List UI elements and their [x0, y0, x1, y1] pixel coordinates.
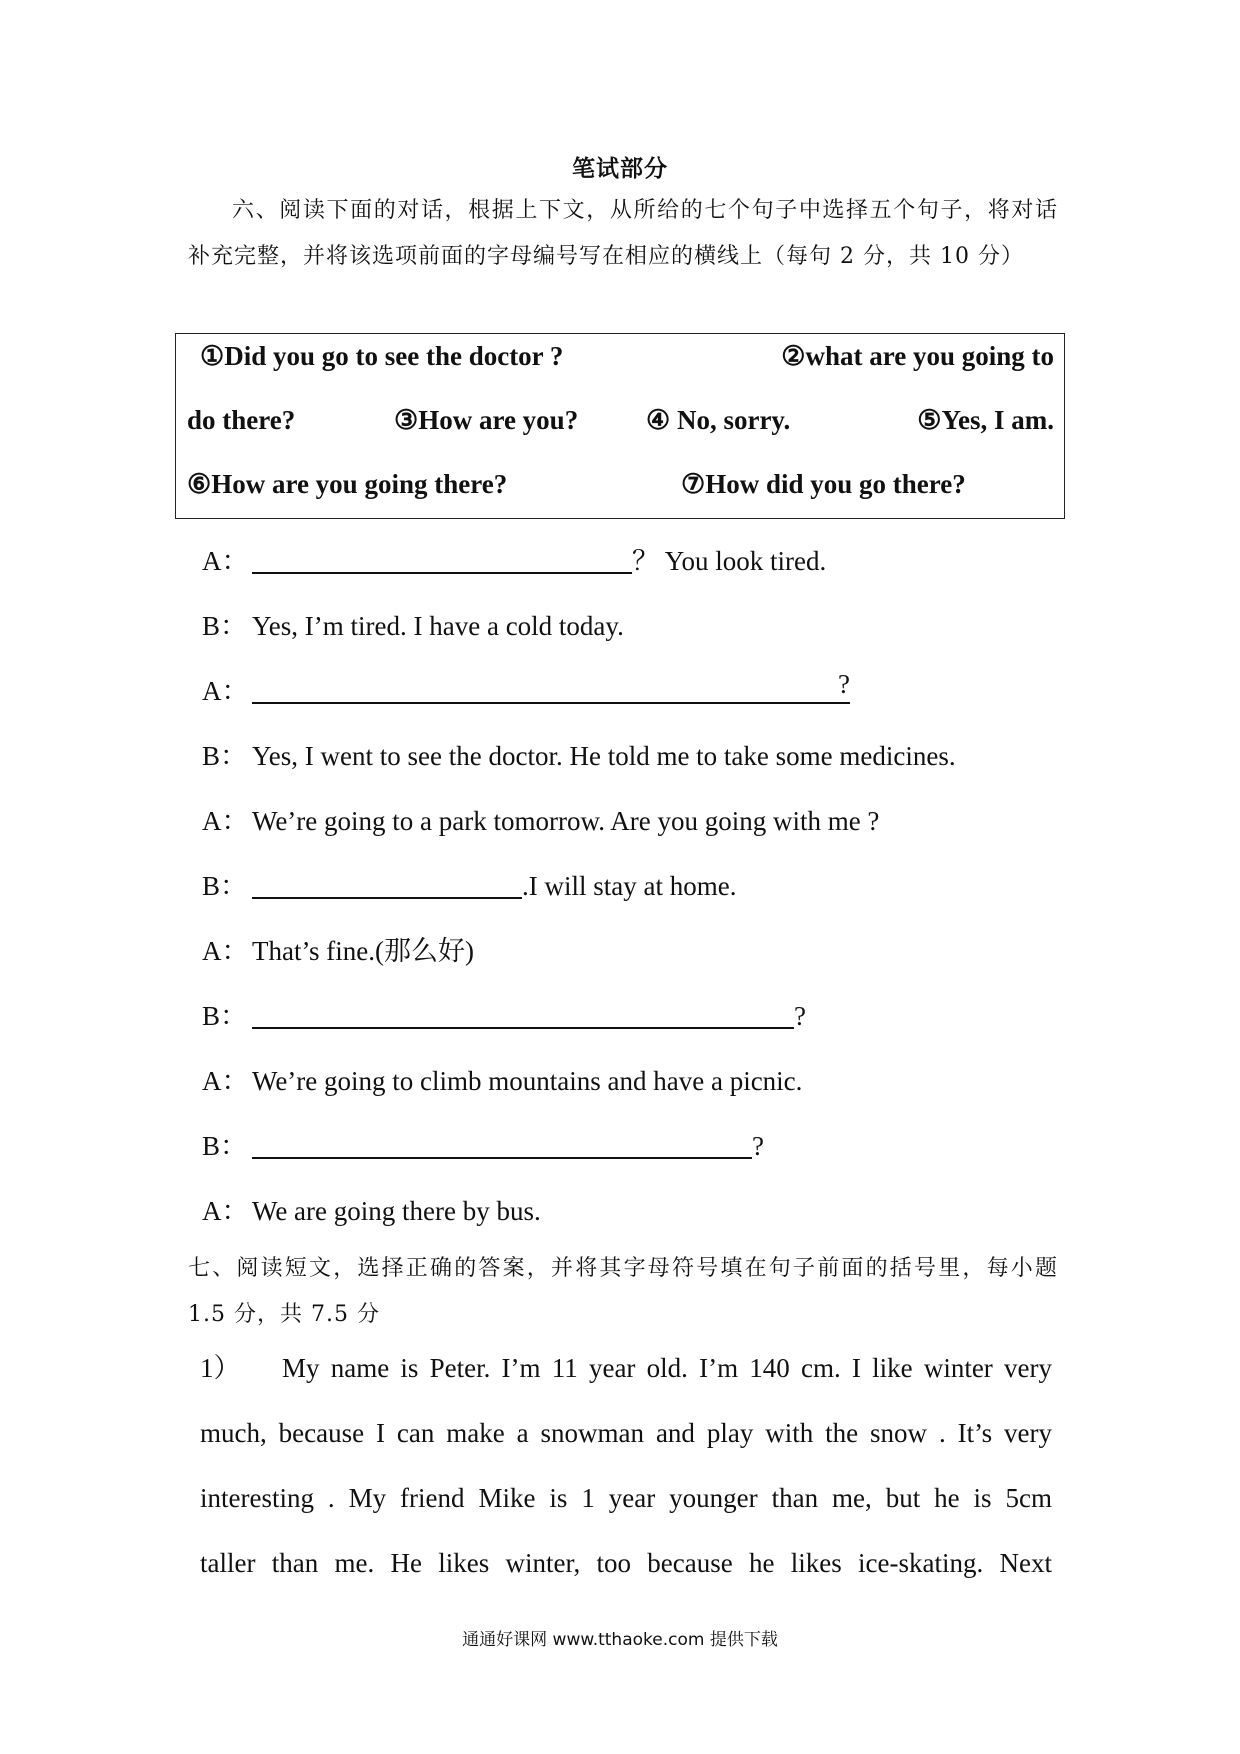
dialogue-text: That’s fine.(那么好) [252, 936, 474, 966]
dialogue-line [202, 864, 736, 903]
dialogue-text: ? [838, 669, 850, 699]
option-6: ⑥How are you going there? [187, 469, 508, 499]
speaker-label: B： [202, 871, 248, 901]
speaker-label: A： [202, 936, 249, 966]
dialogue-line [202, 604, 624, 643]
option-2-continued: do there? [187, 405, 296, 435]
dialogue-line [202, 1124, 764, 1163]
dialogue-line [202, 539, 826, 578]
speaker-label: B： [202, 1001, 248, 1031]
dialogue-line [202, 734, 956, 773]
reading-passage [200, 1336, 1052, 1596]
answer-blank-3[interactable] [252, 871, 522, 899]
question-number: 1） [200, 1353, 241, 1383]
passage-line [200, 1336, 1052, 1401]
option-3: ③How are you? [394, 405, 579, 435]
option-4: ④ No, sorry. [646, 405, 791, 435]
dialogue-line [202, 994, 806, 1033]
dialogue-text: Yes, I’m tired. I have a cold today. [252, 611, 624, 641]
passage-text: My name is Peter. I’m 11 year old. I’m 140 cm. I like winter very [282, 1353, 1052, 1383]
passage-line [200, 1466, 1052, 1531]
passage-text: interesting . My friend Mike is 1 year younger than me, but he is 5cm [200, 1483, 1052, 1513]
answer-blank-1[interactable] [252, 546, 632, 574]
dialogue-line [202, 1189, 541, 1228]
option-2: ②what are you going to [781, 341, 1054, 371]
dialogue-line [202, 669, 850, 708]
option-7: ⑦How did you go there? [681, 469, 966, 499]
dialogue-text: We’re going to climb mountains and have a picnic. [252, 1066, 803, 1096]
answer-blank-2[interactable] [252, 669, 850, 704]
speaker-label: A： [202, 546, 249, 576]
options-box [175, 333, 1065, 519]
speaker-label: B： [202, 741, 248, 771]
passage-line [200, 1401, 1052, 1466]
dialogue-text: ? [752, 1131, 764, 1161]
part-seven-instruction: 七、阅读短文，选择正确的答案，并将其字母符号填在句子前面的括号里，每小题 1.5 分，共 7.5 分 [188, 1256, 1058, 1327]
dialogue-text: ？ You look tired. [632, 546, 827, 576]
option-5: ⑤Yes, I am. [917, 405, 1054, 435]
passage-text: taller than me. He likes winter, too because he likes ice-skating. Next [200, 1548, 1052, 1578]
dialogue-line [202, 799, 879, 838]
speaker-label: B： [202, 1131, 248, 1161]
passage-line [200, 1531, 1052, 1596]
answer-blank-5[interactable] [252, 1131, 752, 1159]
speaker-label: B： [202, 611, 248, 641]
section-title: 笔试部分 [572, 156, 668, 182]
speaker-label: A： [202, 1196, 249, 1226]
speaker-label: A： [202, 676, 249, 706]
dialogue-text: .I will stay at home. [522, 871, 737, 901]
dialogue-text: Yes, I went to see the doctor. He told me to take some medicines. [252, 741, 956, 771]
speaker-label: A： [202, 1066, 249, 1096]
dialogue-text: ? [794, 1001, 806, 1031]
option-1: ①Did you go to see the doctor ? [200, 341, 564, 371]
part-six-instruction: 六、阅读下面的对话，根据上下文，从所给的七个句子中选择五个句子，将对话补充完整，并将该选项前面的字母编号写在相应的横线上（每句 2 分，共 10 分） [188, 198, 1058, 269]
speaker-label: A： [202, 806, 249, 836]
passage-text: much, because I can make a snowman and play with the snow . It’s very [200, 1418, 1052, 1448]
dialogue-text: We are going there by bus. [252, 1196, 541, 1226]
page-footer: 通通好课网 www.tthaoke.com 提供下载 [462, 1630, 778, 1650]
dialogue-text: We’re going to a park tomorrow. Are you going with me ? [252, 806, 880, 836]
answer-blank-4[interactable] [252, 1001, 794, 1029]
dialogue-line [202, 1059, 802, 1098]
dialogue-line [202, 929, 474, 968]
